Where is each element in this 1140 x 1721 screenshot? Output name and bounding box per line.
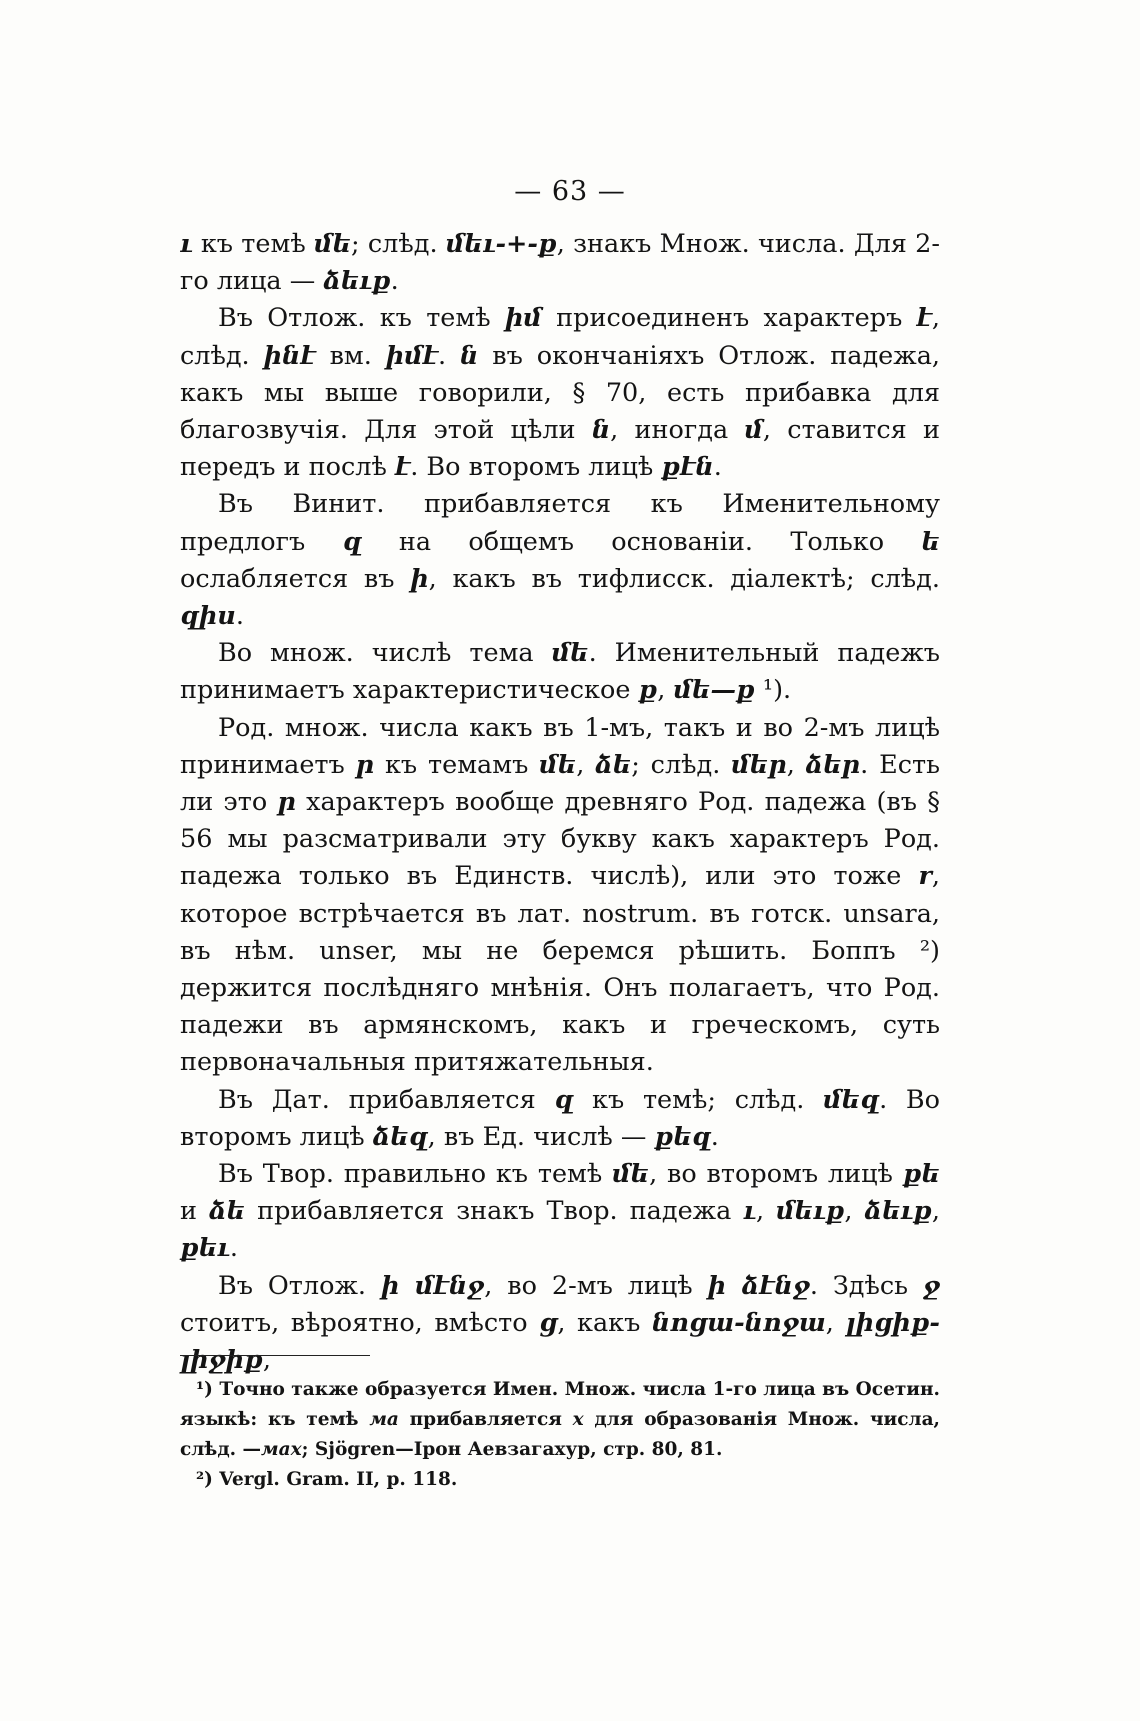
armenian-form: ր	[277, 787, 296, 818]
armenian-form: զ	[342, 526, 362, 557]
armenian-form: х	[572, 1409, 584, 1430]
armenian-form: մե	[539, 749, 577, 780]
footnote	[180, 1375, 940, 1465]
paragraph	[180, 1268, 940, 1380]
armenian-form: ւ	[743, 1196, 756, 1227]
text-run: ,	[657, 675, 674, 706]
text-run: присоединенъ характеръ	[541, 303, 917, 334]
armenian-form: քէն	[661, 452, 714, 483]
armenian-form: ինէ	[263, 340, 316, 371]
armenian-form: մեւ-+-ք	[445, 229, 557, 259]
armenian-form: զիս	[180, 601, 236, 632]
text-run: Въ Винит. прибавляется къ Именительному предлогъ	[180, 489, 940, 557]
text-run: прибавляется	[398, 1409, 573, 1430]
text-run: къ темѣ	[192, 229, 314, 259]
text-run: , во второмъ лицѣ	[649, 1159, 903, 1190]
paragraph	[180, 300, 940, 486]
armenian-form: ր	[355, 749, 375, 780]
text-run: ; слѣд.	[631, 749, 732, 780]
armenian-form: քեզ	[654, 1121, 711, 1152]
text-run: ²) Vergl. Gram. II, p. 118.	[196, 1469, 458, 1490]
armenian-form: զ	[554, 1084, 574, 1115]
text-run: . Здѣсь	[809, 1270, 923, 1301]
text-run: Въ Дат. прибавляется	[218, 1084, 555, 1115]
text-run: ,	[576, 749, 596, 780]
armenian-form: ձեւք	[864, 1196, 932, 1227]
text-run: къ темѣ; слѣд.	[573, 1084, 824, 1115]
text-run: , слѣд.	[180, 303, 941, 371]
text-run: ; слѣд.	[351, 229, 446, 259]
text-run: .	[235, 601, 244, 632]
text-run: ; Sjögren—Ірон Аевзагахур, стр. 80, 81.	[301, 1439, 723, 1460]
armenian-form: մե	[551, 638, 589, 669]
text-run: ,	[786, 749, 806, 780]
armenian-form: ձեւք	[323, 266, 391, 297]
text-run: , какъ въ тифлисск. діалектѣ; слѣд.	[428, 563, 940, 594]
text-run: , которое встрѣчается въ лат. nostrum. въ готск. unsara, въ нѣм. unser, мы не беремся рѣшить. Боппъ ²) держится послѣдняго мнѣнія. Онъ полагаетъ, что Род. падежи въ армянскомъ, какъ и греческомъ, суть первоначальныя притяжательныя.	[180, 861, 940, 1078]
text-run: для образованія Множ. числа, слѣд. —	[180, 1409, 940, 1460]
paragraph	[180, 1156, 940, 1268]
text-run: ,	[262, 1345, 271, 1376]
armenian-form: մ	[744, 415, 763, 446]
text-run: . Во второмъ лицѣ	[180, 1084, 940, 1152]
footnotes	[180, 1375, 940, 1495]
paragraph	[180, 486, 940, 635]
armenian-form: է	[394, 452, 411, 483]
armenian-form: մե—ք	[673, 675, 755, 706]
text-run: Род. множ. числа какъ въ 1-мъ, такъ и во 2-мъ лицѣ принимаетъ	[180, 712, 940, 780]
text-run: .	[390, 266, 399, 297]
body-text	[180, 226, 940, 1379]
armenian-form: ի	[410, 563, 429, 594]
text-run: Въ Твор. правильно къ темѣ	[218, 1159, 613, 1190]
text-run: ,	[931, 1196, 940, 1227]
armenian-form: մե	[314, 229, 352, 259]
armenian-form: իմ	[504, 303, 542, 334]
armenian-form: ма	[369, 1409, 399, 1430]
text-run: Во множ. числѣ тема	[218, 638, 552, 669]
armenian-form: ն	[460, 340, 479, 371]
text-run: .	[437, 340, 460, 371]
armenian-form: ց	[539, 1307, 558, 1338]
paragraph	[180, 1082, 940, 1156]
armenian-form: мах	[261, 1439, 302, 1460]
text-run: характеръ вообще древняго Род. падежа (въ § 56 мы разсматривали эту букву какъ характеръ Род. падежа только въ Единств. числѣ), или это тоже	[180, 787, 940, 892]
armenian-form: ձեզ	[372, 1121, 428, 1152]
armenian-form: քե	[902, 1159, 941, 1190]
armenian-form: իմէ	[385, 340, 438, 371]
text-run: ¹).	[754, 675, 792, 706]
text-run: , ставится и передъ и послѣ	[180, 415, 940, 483]
text-run: , какъ	[557, 1307, 652, 1338]
text-run: , иногда	[610, 415, 745, 446]
text-run: на общемъ основаніи. Только	[361, 526, 922, 557]
armenian-form: մե	[612, 1159, 650, 1190]
paragraph	[180, 635, 940, 709]
text-run: . Именительный падежъ принимаетъ характеристическое	[180, 638, 940, 706]
text-run: ,	[825, 1307, 846, 1338]
text-run: . Есть ли это	[180, 749, 941, 818]
text-run: къ темамъ	[374, 749, 540, 780]
armenian-form: ջ	[922, 1270, 941, 1301]
armenian-form: լիցիք-լիջիք	[180, 1307, 940, 1376]
armenian-form: ք	[638, 675, 658, 706]
text-run: , во 2-мъ лицѣ	[484, 1270, 708, 1301]
text-run: .	[229, 1233, 238, 1264]
page-number: — 63 —	[514, 176, 626, 207]
text-run: , въ Ед. числѣ —	[427, 1121, 655, 1152]
text-run: , знакъ Множ. числа. Для 2-го лица —	[180, 229, 941, 297]
text-run: вм.	[315, 340, 386, 371]
text-run: .	[713, 452, 722, 483]
armenian-form: մեզ	[823, 1084, 880, 1115]
text-run: Въ Отлож.	[218, 1270, 381, 1301]
text-run: стоитъ, вѣроятно, вмѣсто	[180, 1307, 540, 1338]
paragraph	[180, 710, 940, 1082]
armenian-form: նոցա-նոջա	[651, 1307, 826, 1338]
paragraph	[180, 226, 940, 300]
armenian-form: ն	[591, 415, 611, 446]
text-run: . Во второмъ лицѣ	[410, 452, 662, 483]
text-run: прибавляется знакъ Твор. падежа	[245, 1196, 744, 1227]
armenian-form: մեւք	[776, 1196, 845, 1227]
armenian-form: է	[916, 303, 932, 334]
text-run: въ окончаніяхъ Отлож. падежа, какъ мы выше говорили, § 70, есть прибавка для благозвучія. Для этой цѣли	[180, 340, 941, 446]
armenian-form: մեր	[731, 749, 787, 780]
armenian-form: ձե	[595, 749, 632, 780]
armenian-form: ձեր	[805, 749, 861, 780]
armenian-form: ի մէնջ	[380, 1270, 485, 1301]
footnote	[180, 1465, 940, 1495]
armenian-form: ւ	[180, 229, 193, 259]
text-run: ,	[844, 1196, 865, 1227]
text-run: Въ Отлож. къ темѣ	[218, 303, 505, 334]
text-run: и	[180, 1196, 210, 1227]
armenian-form: ի ձէնջ	[707, 1270, 810, 1301]
armenian-form: ձե	[209, 1196, 246, 1227]
text-run: ,	[755, 1196, 777, 1227]
armenian-form: ե	[921, 526, 940, 557]
armenian-form: քեւ	[180, 1233, 230, 1264]
armenian-form: r	[918, 861, 932, 892]
text-run: .	[710, 1121, 719, 1152]
text-run: ¹) Точно также образуется Имен. Множ. числа 1-го лица въ Осетин. языкѣ: къ темѣ	[180, 1379, 940, 1430]
text-run: ослабляется въ	[180, 563, 411, 594]
footnote-divider	[180, 1355, 370, 1356]
